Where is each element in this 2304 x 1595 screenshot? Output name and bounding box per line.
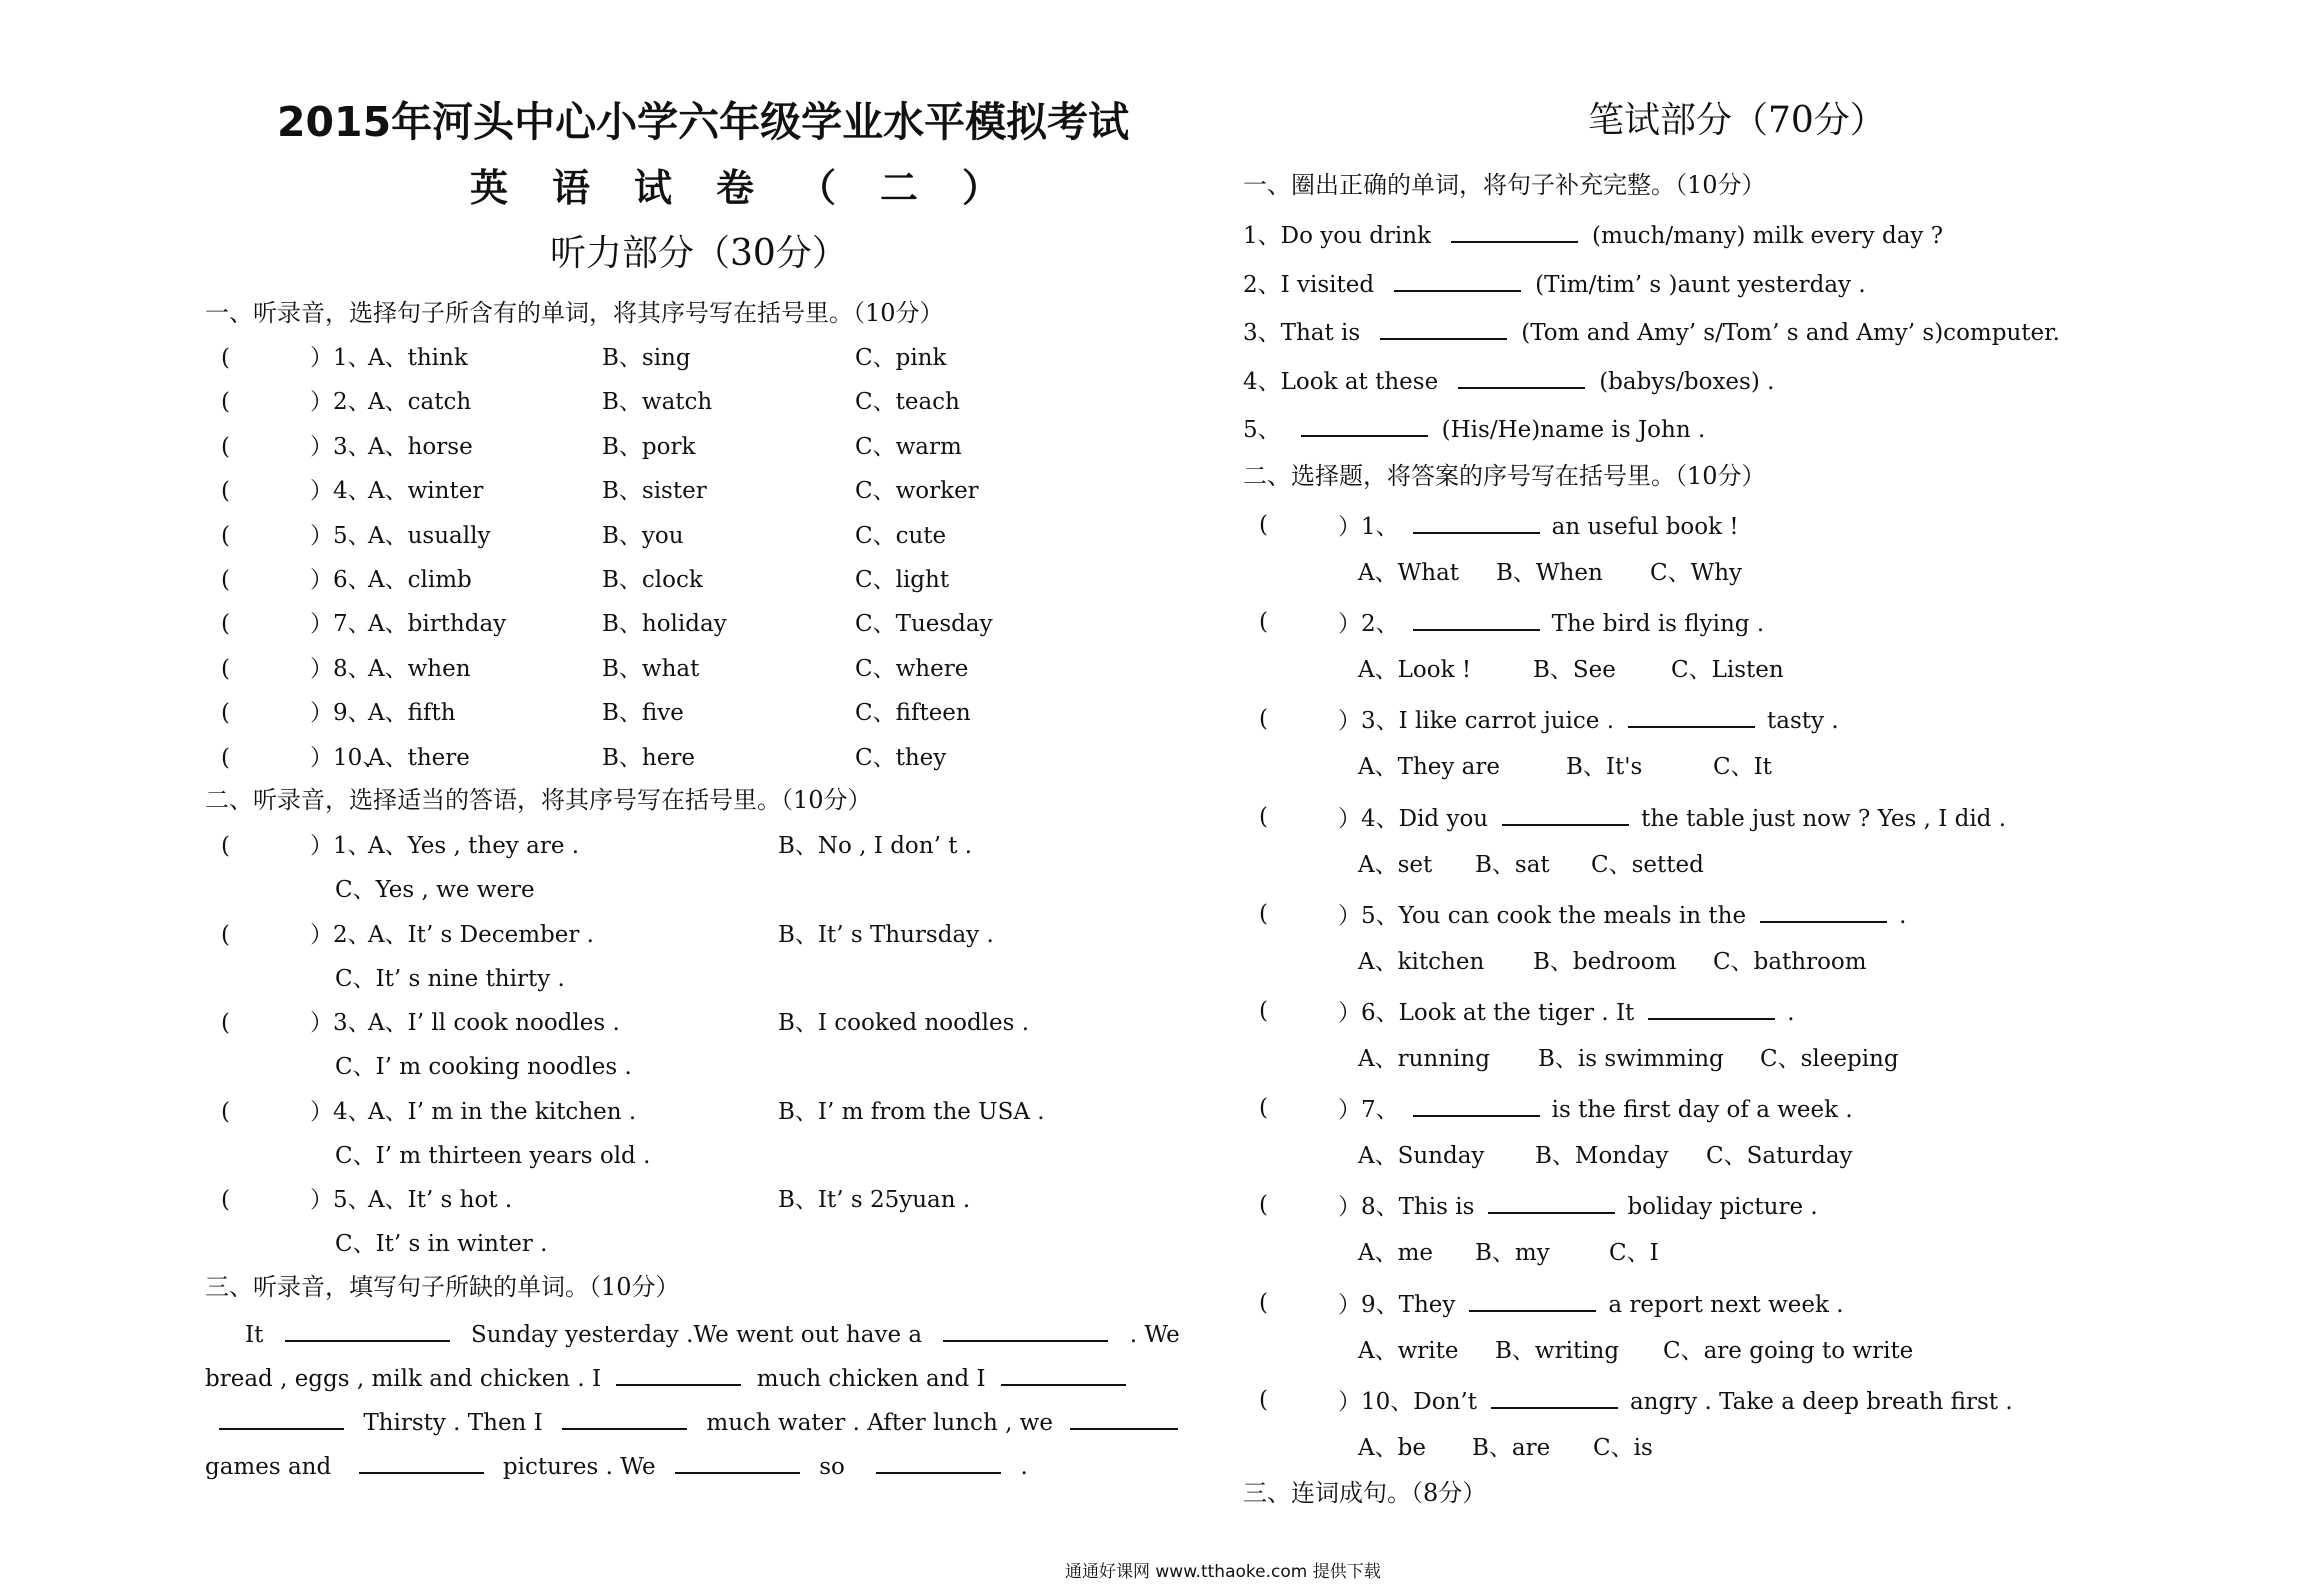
option-a: A、set [1358, 851, 1433, 878]
answer-blank[interactable] [1413, 1093, 1540, 1117]
option-a: A、What [1358, 560, 1460, 586]
fill-blank[interactable] [1458, 365, 1585, 389]
question-text [1338, 1190, 1818, 1222]
fill-blank[interactable] [1451, 219, 1578, 243]
answer-paren-open[interactable]: ( [221, 655, 230, 682]
option-b: B、When [1496, 560, 1603, 586]
answer-paren-open[interactable]: ( [221, 611, 230, 638]
fill-line-1 [245, 1318, 1180, 1350]
option-a: A、It’ s hot . [368, 1187, 513, 1214]
option-b: B、clock [602, 567, 703, 593]
option-b: B、pork [602, 433, 696, 460]
question-suffix: . [1899, 902, 1907, 929]
fill-item-suffix: (His/He)name is John . [1441, 417, 1706, 443]
option-c: C、light [855, 567, 950, 593]
option-a: A、kitchen [1358, 948, 1485, 975]
answer-blank[interactable] [1413, 607, 1540, 631]
answer-paren-open[interactable]: ( [1259, 998, 1268, 1024]
fill-item-suffix: (Tom and Amy’ s/Tom’ s and Amy’ s)computer. [1521, 320, 2060, 346]
answer-blank[interactable] [1628, 704, 1755, 728]
r-section2-heading: 二、选择题，将答案的序号写在括号里。（10分） [1243, 462, 1766, 490]
option-b: B、It’ s Thursday . [778, 921, 994, 948]
question-text [1338, 704, 1839, 736]
listening-part-title: 听力部分（30分） [550, 233, 848, 274]
option-c: C、are going to write [1663, 1337, 1914, 1364]
question-text [1338, 1385, 2013, 1417]
option-b: B、watch [602, 389, 713, 416]
answer-paren-open[interactable]: ( [1259, 900, 1268, 927]
fill-item [1243, 316, 2060, 348]
question-text [1338, 607, 1764, 639]
writing-part-title: 笔试部分（70分） [1588, 100, 1886, 141]
option-b: B、sister [602, 478, 707, 505]
blank-2[interactable] [943, 1318, 1108, 1342]
option-c: C、worker [855, 478, 979, 505]
option-c: C、where [855, 655, 969, 682]
option-b: B、is swimming [1538, 1046, 1724, 1072]
option-b: B、are [1472, 1434, 1551, 1461]
answer-paren-open[interactable]: ( [221, 433, 230, 460]
option-b: B、you [602, 522, 684, 549]
option-a: A、horse [368, 433, 473, 460]
item-number: ）1、 [310, 345, 371, 371]
answer-paren-open[interactable]: ( [1259, 1192, 1268, 1219]
text-pictures: pictures . We [502, 1454, 656, 1480]
answer-paren-open[interactable]: ( [1259, 1095, 1268, 1122]
fill-blank[interactable] [1301, 413, 1428, 437]
option-a: A、I’ m in the kitchen . [368, 1098, 637, 1125]
option-b: B、writing [1495, 1337, 1620, 1364]
answer-paren-open[interactable]: ( [221, 1098, 230, 1125]
option-c: C、I [1609, 1240, 1659, 1267]
question-suffix: The bird is flying . [1551, 611, 1765, 638]
text-water: much water . After lunch , we [706, 1410, 1053, 1436]
option-b: B、It's [1566, 754, 1643, 781]
answer-paren-open[interactable]: ( [1259, 609, 1268, 636]
text-much: much chicken and I [756, 1366, 986, 1392]
option-a: A、there [368, 744, 470, 771]
r-section1-heading: 一、圈出正确的单词，将句子补充完整。（10分） [1243, 171, 1766, 199]
item-number: ）5、 [310, 522, 371, 549]
option-b: B、sing [602, 345, 691, 371]
question-number: ）4、 [1338, 805, 1399, 832]
option-a: A、Sunday [1358, 1143, 1485, 1170]
text-games: games and [205, 1454, 332, 1480]
answer-paren-open[interactable]: ( [221, 567, 230, 593]
answer-blank[interactable] [1502, 802, 1629, 826]
blank-5[interactable] [219, 1406, 344, 1430]
fill-line-3 [205, 1406, 1178, 1438]
option-c: C、fifteen [855, 700, 971, 727]
item-number: ）5、 [310, 1187, 371, 1214]
fill-item-prefix: 5、 [1243, 417, 1281, 443]
footer-source: 通通好课网 www.tthaoke.com 提供下载 [1065, 1562, 1381, 1582]
answer-blank[interactable] [1488, 1190, 1615, 1214]
option-a: A、I’ ll cook noodles . [368, 1010, 620, 1037]
question-suffix: is the first day of a week . [1551, 1097, 1853, 1124]
text-so: so [819, 1454, 845, 1480]
text-bread: bread , eggs , milk and chicken . I [205, 1366, 602, 1392]
text-end: . [1020, 1454, 1028, 1480]
answer-paren-open[interactable]: ( [221, 833, 230, 859]
question-prefix: This is [1398, 1194, 1475, 1221]
option-c: C、It [1713, 754, 1772, 781]
item-number: ）7、 [310, 611, 371, 638]
option-b: B、my [1475, 1240, 1550, 1267]
item-number: ）3、 [310, 433, 371, 460]
option-a: A、Look ! [1358, 657, 1472, 684]
option-b: B、sat [1475, 851, 1550, 878]
option-c: C、cute [855, 522, 947, 549]
question-suffix: . [1787, 1000, 1795, 1026]
blank-4[interactable] [1001, 1362, 1126, 1386]
question-number: ）3、 [1338, 708, 1399, 735]
question-text [1338, 996, 1795, 1028]
question-number: ）8、 [1338, 1194, 1399, 1221]
question-suffix: boliday picture . [1627, 1194, 1818, 1221]
item-number: ）3、 [310, 1010, 371, 1037]
question-prefix: You can cook the meals in the [1398, 902, 1747, 929]
section1-heading: 一、听录音，选择句子所含有的单词，将其序号写在括号里。（10分） [205, 299, 944, 327]
answer-paren-open[interactable]: ( [1259, 1289, 1268, 1316]
answer-paren-open[interactable]: ( [221, 1187, 230, 1214]
answer-blank[interactable] [1413, 510, 1540, 534]
blank-9[interactable] [675, 1450, 800, 1474]
question-prefix: Don’t [1413, 1388, 1477, 1415]
fill-item-prefix: 1、Do you drink [1243, 223, 1432, 249]
option-c: C、pink [855, 345, 947, 371]
question-prefix: I like carrot juice . [1398, 708, 1615, 735]
answer-paren-open[interactable]: ( [221, 1010, 230, 1037]
list-item-option-c: C、Yes , we were [335, 877, 535, 903]
item-number: ）2、 [310, 921, 371, 948]
option-c: C、setted [1591, 851, 1704, 878]
item-number: ）8、 [310, 655, 371, 682]
option-b: B、what [602, 655, 700, 682]
option-a: A、when [368, 655, 471, 682]
option-a: A、They are [1358, 754, 1500, 781]
section3-heading: 三、听录音，填写句子所缺的单词。（10分） [205, 1273, 680, 1301]
text-sunday: Sunday yesterday .We went out have a [470, 1322, 923, 1348]
exam-subtitle: 英语试卷（二） [470, 166, 1045, 210]
fill-line-2 [205, 1362, 1134, 1394]
answer-paren-open[interactable]: ( [221, 389, 230, 416]
option-a: A、winter [368, 478, 484, 505]
question-text [1338, 802, 2006, 834]
option-b: B、holiday [602, 611, 727, 638]
option-a: A、Yes , they are . [368, 833, 580, 859]
question-prefix: Did you [1398, 805, 1489, 832]
fill-item-suffix: (babys/boxes) . [1599, 368, 1775, 395]
item-number: ）4、 [310, 478, 371, 505]
item-number: ）9、 [310, 700, 371, 727]
text-thirsty: Thirsty . Then I [363, 1410, 543, 1436]
blank-7[interactable] [1070, 1406, 1178, 1430]
item-number: ）2、 [310, 389, 371, 416]
answer-paren-open[interactable]: ( [221, 744, 230, 771]
option-a: A、be [1358, 1434, 1426, 1461]
option-b: B、I cooked noodles . [778, 1010, 1030, 1037]
option-b: B、See [1533, 657, 1616, 684]
answer-paren-open[interactable]: ( [221, 345, 230, 371]
fill-item-prefix: 2、I visited [1243, 271, 1375, 298]
blank-1[interactable] [285, 1318, 450, 1342]
option-c: C、they [855, 744, 947, 771]
text-we: . We [1129, 1322, 1180, 1348]
list-item-option-c: C、I’ m thirteen years old . [335, 1142, 651, 1169]
option-c: C、Tuesday [855, 611, 993, 638]
question-suffix: the table just now ? Yes , I did . [1641, 805, 2007, 832]
option-a: A、fifth [368, 700, 456, 727]
section2-heading: 二、听录音，选择适当的答语，将其序号写在括号里。（10分） [205, 786, 872, 814]
question-number: ）5、 [1338, 902, 1399, 929]
item-number: ）10、 [310, 744, 386, 771]
item-number: ）1、 [310, 833, 371, 859]
list-item-option-c: C、I’ m cooking noodles . [335, 1054, 632, 1081]
question-text [1338, 1093, 1853, 1125]
option-a: A、running [1358, 1046, 1490, 1072]
question-suffix: tasty . [1767, 708, 1839, 735]
option-b: B、It’ s 25yuan . [778, 1187, 971, 1214]
option-c: C、Saturday [1706, 1143, 1853, 1170]
question-suffix: a report next week . [1608, 1291, 1844, 1318]
answer-paren-open[interactable]: ( [221, 478, 230, 505]
question-prefix: Look at the tiger . It [1398, 1000, 1635, 1026]
answer-paren-open[interactable]: ( [221, 921, 230, 948]
answer-blank[interactable] [1469, 1288, 1596, 1312]
question-text [1338, 510, 1739, 542]
fill-item-suffix: (much/many) milk every day ? [1592, 223, 1944, 249]
fill-item-suffix: (Tim/tim’ s )aunt yesterday . [1535, 271, 1866, 298]
option-c: C、Listen [1671, 657, 1784, 684]
option-b: B、here [602, 744, 695, 771]
answer-paren-open[interactable]: ( [221, 522, 230, 549]
answer-blank[interactable] [1760, 899, 1887, 923]
option-a: A、climb [368, 567, 472, 593]
option-c: C、is [1593, 1434, 1653, 1461]
option-b: B、I’ m from the USA . [778, 1098, 1045, 1125]
list-item-option-c: C、It’ s in winter . [335, 1231, 548, 1258]
exam-title: 2015年河头中心小学六年级学业水平模拟考试 [277, 98, 1130, 146]
answer-blank[interactable] [1491, 1385, 1618, 1409]
fill-blank[interactable] [1380, 316, 1507, 340]
answer-blank[interactable] [1648, 996, 1775, 1020]
item-number: ）6、 [310, 567, 371, 593]
question-number: ）7、 [1338, 1097, 1399, 1124]
option-a: A、It’ s December . [368, 921, 594, 948]
fill-item [1243, 268, 1866, 300]
answer-paren-open[interactable]: ( [1259, 512, 1268, 538]
option-b: B、five [602, 700, 684, 727]
blank-8[interactable] [359, 1450, 484, 1474]
fill-blank[interactable] [1394, 268, 1521, 292]
fill-item [1243, 219, 1943, 251]
answer-paren-open[interactable]: ( [1259, 803, 1268, 830]
r-section3-heading: 三、连词成句。（8分） [1243, 1479, 1487, 1507]
answer-paren-open[interactable]: ( [221, 700, 230, 727]
option-c: C、sleeping [1760, 1046, 1899, 1072]
option-b: B、bedroom [1533, 948, 1677, 975]
option-a: A、catch [368, 389, 472, 416]
question-number: ）9、 [1338, 1291, 1399, 1318]
option-a: A、usually [368, 522, 491, 549]
question-suffix: an useful book ! [1551, 514, 1739, 540]
fill-item-prefix: 3、That is [1243, 320, 1361, 346]
answer-paren-open[interactable]: ( [1259, 706, 1268, 733]
option-a: A、birthday [368, 611, 507, 638]
question-number: ）2、 [1338, 611, 1399, 638]
option-c: C、teach [855, 389, 960, 416]
blank-3[interactable] [616, 1362, 741, 1386]
option-b: B、No , I don’ t . [778, 833, 973, 859]
question-text [1338, 899, 1906, 931]
fill-line-4 [205, 1450, 1028, 1482]
question-number: ）1、 [1338, 514, 1399, 540]
option-c: C、Why [1650, 560, 1743, 586]
fill-item [1243, 413, 1705, 445]
question-suffix: angry . Take a deep breath first . [1629, 1388, 2013, 1415]
option-b: B、Monday [1535, 1143, 1669, 1170]
fill-item [1243, 365, 1774, 397]
question-number: ）10、 [1338, 1388, 1414, 1415]
question-number: ）6、 [1338, 1000, 1399, 1026]
question-prefix: They [1398, 1291, 1456, 1318]
option-a: A、me [1358, 1240, 1434, 1267]
item-number: ）4、 [310, 1098, 371, 1125]
blank-6[interactable] [562, 1406, 687, 1430]
question-text [1338, 1288, 1844, 1320]
option-a: A、think [368, 345, 468, 371]
fill-item-prefix: 4、Look at these [1243, 368, 1439, 395]
blank-10[interactable] [876, 1450, 1001, 1474]
list-item-option-c: C、It’ s nine thirty . [335, 965, 565, 992]
option-c: C、bathroom [1713, 948, 1867, 975]
option-c: C、warm [855, 433, 962, 460]
option-a: A、write [1358, 1337, 1459, 1364]
answer-paren-open[interactable]: ( [1259, 1386, 1268, 1413]
text-it: It [245, 1322, 264, 1348]
